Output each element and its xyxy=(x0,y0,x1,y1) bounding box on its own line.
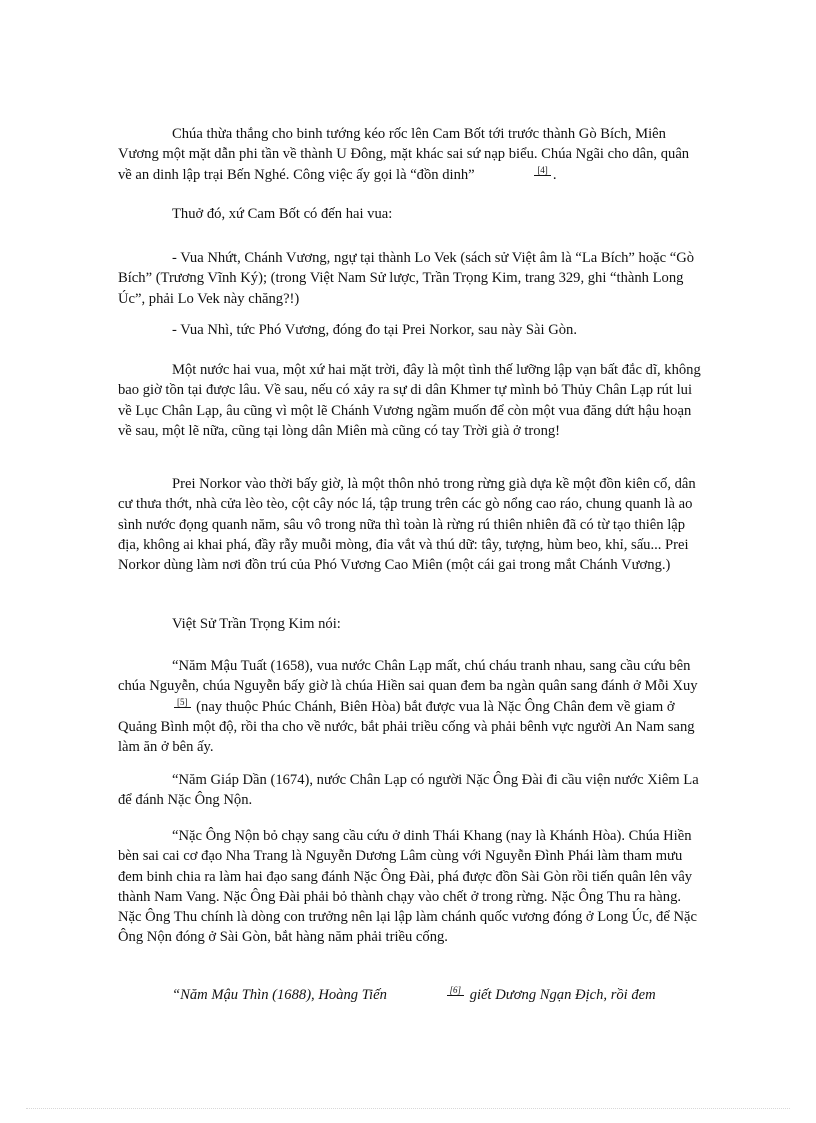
paragraph-tail: . xyxy=(552,166,557,183)
paragraph-10 xyxy=(118,826,703,948)
paragraph-9 xyxy=(118,770,703,811)
paragraph-3 xyxy=(118,248,703,309)
paragraph-8 xyxy=(118,656,703,757)
paragraph-1 xyxy=(118,124,703,185)
paragraph-6 xyxy=(118,474,703,575)
footnote-link[interactable]: [5] xyxy=(174,697,191,708)
footnote-link[interactable]: [6] xyxy=(447,985,465,996)
paragraph-text: “Năm Giáp Dần (1674), nước Chân Lạp có người Nặc Ông Đài đi cầu viện nước Xiêm La để đánh Nặc Ông Nộn. xyxy=(118,772,699,809)
paragraph-tail: (nay thuộc Phúc Chánh, Biên Hòa) bắt được vua là Nặc Ông Chân đem về giam ở Quảng Bình một độ, rồi tha cho về nước, bắt phải triều cống và phải bênh vực người An Nam sang làm ăn ở bên ấy. xyxy=(118,698,695,756)
paragraph-text: - Vua Nhì, tức Phó Vương, đóng đo tại Prei Norkor, sau này Sài Gòn. xyxy=(172,322,577,338)
footnote-link[interactable]: [4] xyxy=(534,165,551,176)
paragraph-text: Việt Sử Trần Trọng Kim nói: xyxy=(172,616,341,632)
paragraph-text: Chúa thừa thắng cho binh tướng kéo rốc lên Cam Bốt tới trước thành Gò Bích, Miên Vương một mặt dẫn phi tần về thành U Đông, mặt khác sai sứ nạp biểu. Chúa Ngãi cho dân, quân về an dinh lập trại Bến Nghé. Công việc ấy gọi là “đồn dinh” xyxy=(118,126,690,183)
paragraph-tail: giết Dương Ngạn Địch, rồi đem xyxy=(469,987,656,1003)
paragraph-2 xyxy=(118,204,703,224)
paragraph-text: “Năm Mậu Thìn (1688), Hoàng Tiến xyxy=(172,987,387,1003)
paragraph-text: Một nước hai vua, một xứ hai mặt trời, đây là một tình thế lưỡng lập vạn bất đắc dĩ, không bao giờ tồn tại được lâu. Về sau, nếu có xảy ra sự di dân Khmer tự mình bỏ Thủy Chân Lạp rút lui về Lục Chân Lạp, âu cũng vì một lẽ Chánh Vương ngầm muốn để còn một vua đăng dứt hậu hoạn về sau, một lẽ nữa, cũng tại lòng dân Miên mà cũng có tay Trời già ở trong! xyxy=(118,362,701,439)
paragraph-7 xyxy=(118,614,703,634)
paragraph-text: “Năm Mậu Tuất (1658), vua nước Chân Lạp mất, chú cháu tranh nhau, sang cầu cứu bên chúa Nguyễn, chúa Nguyễn bấy giờ là chúa Hiền sai quan đem ba ngàn quân sang đánh ở Mỗi Xuy xyxy=(118,658,698,695)
paragraph-11 xyxy=(118,985,703,1005)
paragraph-text: Prei Norkor vào thời bấy giờ, là một thôn nhỏ trong rừng già dựa kề một đồn kiên cố, dân cư thưa thớt, nhà cửa lèo tèo, cột cây nóc lá, tập trung trên các gò nổng cao ráo, chung quanh là ao sình nước đọng quanh năm, sâu vô trong nữa thì toàn là rừng rú thiên nhiên đã có từ tạo thiên lập địa, không ai khai phá, đầy rẫy muỗi mòng, đỉa vắt và thú dữ: tây, tượng, hùm beo, khỉ, sấu... Prei Norkor dùng làm nơi đồn trú của Phó Vương Cao Miên (một cái gai trong mắt Chánh Vương.) xyxy=(118,476,696,574)
paragraph-text: - Vua Nhứt, Chánh Vương, ngự tại thành Lo Vek (sách sử Việt âm là “La Bích” hoặc “Gò Bích” (Trương Vĩnh Ký); (trong Việt Nam Sử lược, Trần Trọng Kim, trang 329, ghi “thành Long Úc”, phải Lo Vek này chăng?!) xyxy=(118,250,695,307)
paragraph-5 xyxy=(118,360,703,441)
paragraph-text: Thuở đó, xứ Cam Bốt có đến hai vua: xyxy=(172,206,393,222)
paragraph-text: “Nặc Ông Nộn bỏ chạy sang cầu cứu ở dinh Thái Khang (nay là Khánh Hòa). Chúa Hiền bèn sai cai cơ đạo Nha Trang là Nguyễn Dương Lâm cùng với Nguyễn Đình Phái làm tham mưu đem binh chia ra làm hai đạo sang đánh Nặc Ông Đài, phá được đồn Sài Gòn rồi tiến quân lên vây thành Nam Vang. Nặc Ông Đài phải bỏ thành chạy vào chết ở trong rừng. Nặc Ông Thu ra hàng. Nặc Ông Thu chính là dòng con trưởng nên lại lập làm chánh quốc vương đóng ở Long Úc, để Nặc Ông Nộn đóng ở Sài Gòn, bắt hàng năm phải triều cống. xyxy=(118,828,697,946)
page-bottom-divider xyxy=(26,1108,790,1109)
paragraph-4 xyxy=(118,320,703,340)
